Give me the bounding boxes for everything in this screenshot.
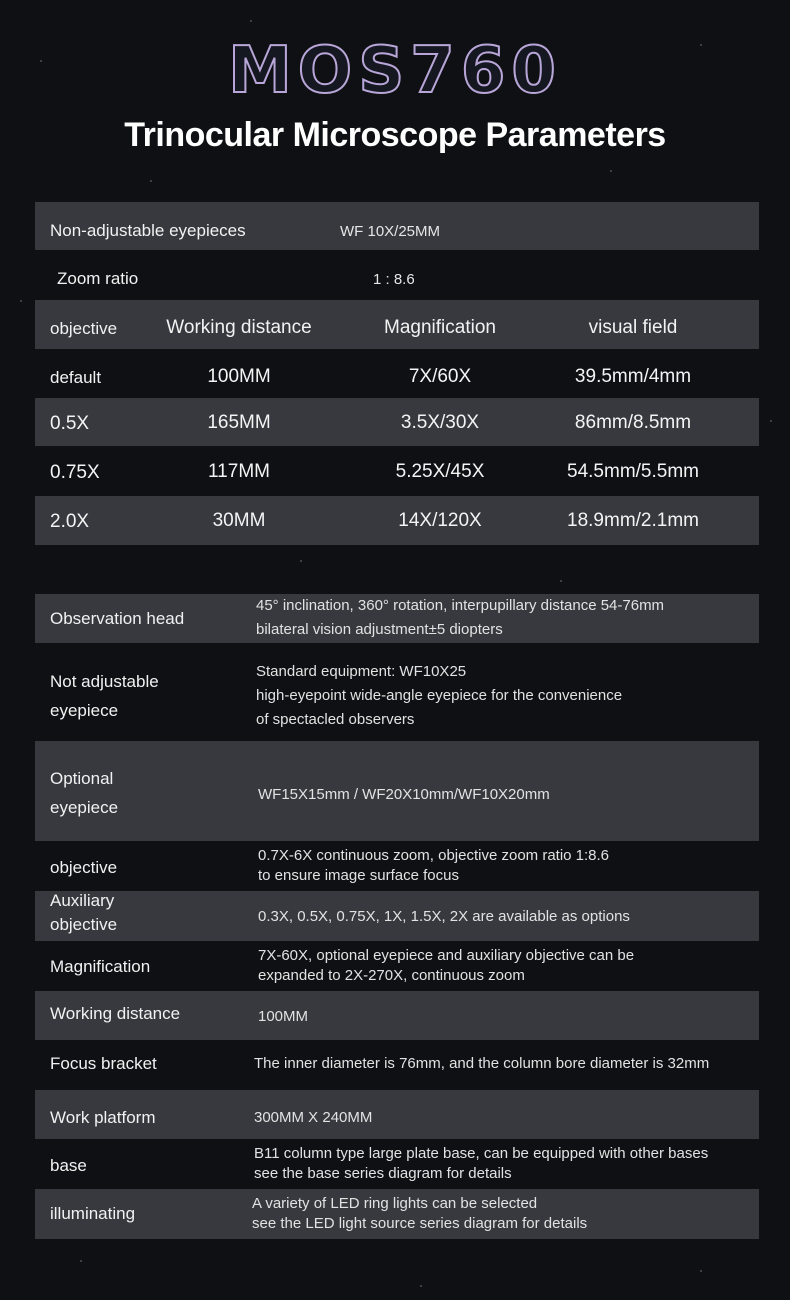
page-title: Trinocular Microscope Parameters [124, 116, 666, 154]
header-objective: objective [50, 319, 118, 338]
spec-label: illuminating [50, 1204, 136, 1223]
spec-desc-line: 0.7X-6X continuous zoom, objective zoom ratio 1:8.6 [258, 847, 610, 864]
spec-label: Work platform [50, 1108, 156, 1127]
spec-desc-line: The inner diameter is 76mm, and the column bore diameter is 32mm [254, 1055, 710, 1072]
objective-table-header [35, 300, 759, 349]
spec-label: Not adjustable [50, 672, 159, 691]
row-magnification: 14X/120X [398, 510, 482, 531]
spec-desc-line: 7X-60X, optional eyepiece and auxiliary objective can be [258, 947, 635, 964]
spec-row-working-distance [35, 991, 759, 1040]
spec-label: Magnification [50, 957, 151, 976]
brand-model-name: MOS760 [228, 34, 562, 108]
spec-desc-line: A variety of LED ring lights can be selected [252, 1195, 538, 1212]
spec-desc-line: B11 column type large plate base, can be equipped with other bases [254, 1145, 709, 1162]
row-objective: default [50, 368, 102, 387]
row-magnification: 7X/60X [408, 366, 472, 387]
spec-row-auxiliary-objective [35, 891, 759, 941]
row-visual-field: 39.5mm/4mm [574, 366, 692, 387]
spec-row-focus-bracket [35, 1041, 759, 1088]
spec-row-illuminating [35, 1189, 759, 1239]
row-objective: 0.75X [50, 462, 100, 483]
spec-label: eyepiece [50, 701, 119, 720]
row-objective: 2.0X [50, 511, 90, 532]
spec-row-observation-head [35, 594, 759, 643]
spec-label: Observation head [50, 609, 185, 628]
header-working-distance: Working distance [166, 317, 312, 338]
zoom-label: Zoom ratio [57, 269, 139, 288]
spec-row-not-adjustable-eyepiece [35, 645, 759, 740]
spec-desc-line: see the LED light source series diagram for details [252, 1215, 588, 1232]
spec-desc-line: WF15X15mm / WF20X10mm/WF10X20mm [258, 786, 550, 803]
table-row [35, 398, 759, 446]
spec-row-objective [35, 842, 759, 890]
row-working-distance: 100MM [207, 366, 271, 387]
spec-label: Working distance [50, 1004, 181, 1023]
spec-row-work-platform [35, 1090, 759, 1139]
table-row [35, 447, 759, 495]
spec-label: Focus bracket [50, 1054, 157, 1073]
spec-label: Auxiliary [50, 891, 115, 910]
row-objective: 0.5X [50, 413, 90, 434]
table-row [35, 496, 759, 545]
spec-row-optional-eyepiece [35, 741, 759, 841]
spec-desc-line: 45° inclination, 360° rotation, interpupillary distance 54-76mm [256, 597, 665, 614]
spec-desc-line: Standard equipment: WF10X25 [256, 663, 467, 680]
header-visual-field: visual field [588, 317, 678, 338]
row-working-distance: 30MM [212, 510, 266, 531]
row-working-distance: 117MM [208, 461, 270, 482]
row-visual-field: 54.5mm/5.5mm [567, 461, 699, 482]
spec-desc-line: to ensure image surface focus [258, 867, 459, 884]
spec-desc-line: see the base series diagram for details [254, 1165, 512, 1182]
brand-logo [0, 36, 790, 106]
row-visual-field: 86mm/8.5mm [574, 412, 692, 433]
eyepiece-label: Non-adjustable eyepieces [50, 221, 246, 240]
spec-desc-line: 100MM [258, 1008, 309, 1025]
eyepiece-summary-row [35, 202, 759, 250]
spec-row-magnification [35, 942, 759, 990]
spec-label: objective [50, 915, 118, 934]
row-magnification: 5.25X/45X [395, 461, 485, 482]
spec-desc-line: of spectacled observers [256, 711, 415, 728]
spec-label: objective [50, 858, 118, 877]
spec-desc-line: bilateral vision adjustment±5 diopters [256, 621, 503, 638]
zoom-value: 1 : 8.6 [373, 271, 415, 288]
spec-desc-line: high-eyepoint wide-angle eyepiece for the convenience [256, 687, 623, 704]
spec-label: Optional [50, 769, 114, 788]
spec-desc-line: expanded to 2X-270X, continuous zoom [258, 967, 525, 984]
zoom-summary-row [35, 252, 759, 300]
header-magnification: Magnification [384, 317, 496, 338]
spec-label: eyepiece [50, 798, 119, 817]
spec-desc-line: 300MM X 240MM [254, 1109, 373, 1126]
spec-label: base [50, 1156, 87, 1175]
spec-desc-line: 0.3X, 0.5X, 0.75X, 1X, 1.5X, 2X are available as options [258, 908, 630, 925]
row-magnification: 3.5X/30X [400, 412, 480, 433]
table-row [35, 350, 759, 397]
eyepiece-value: WF 10X/25MM [340, 223, 441, 240]
row-working-distance: 165MM [207, 412, 271, 433]
spec-row-base [35, 1140, 759, 1188]
row-visual-field: 18.9mm/2.1mm [567, 510, 699, 531]
